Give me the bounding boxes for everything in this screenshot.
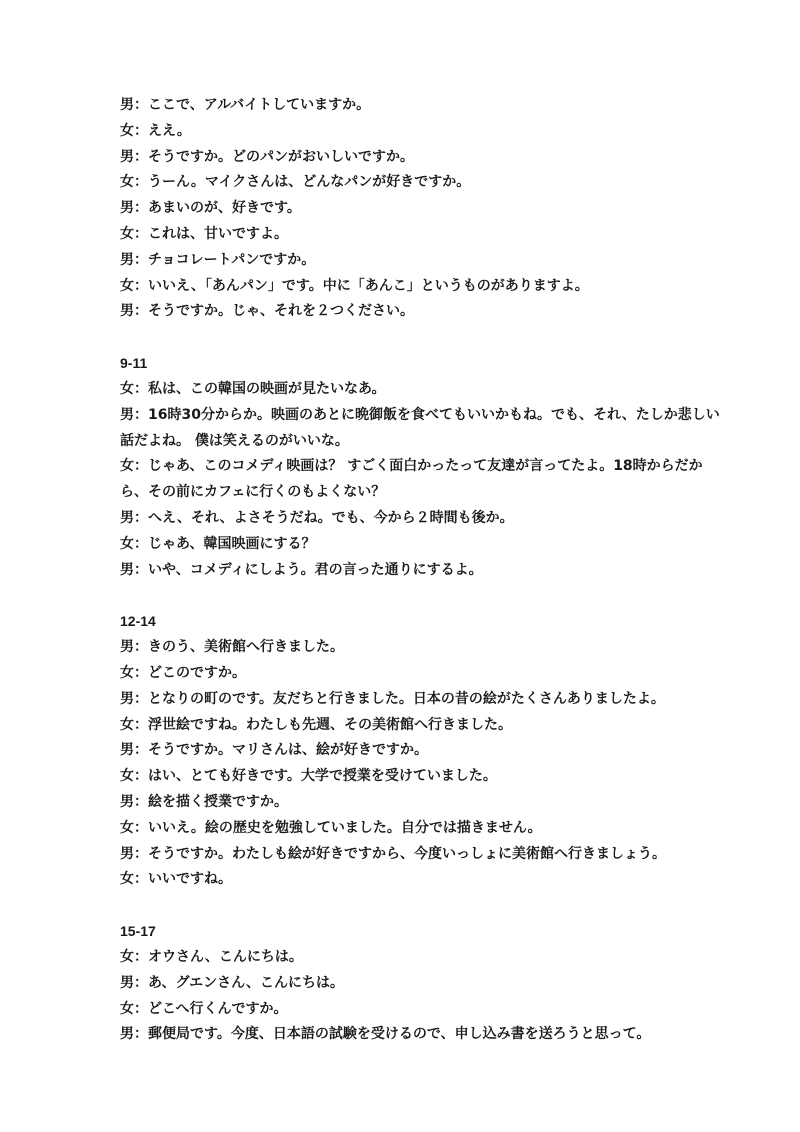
dialogue-line: 男：そうですか。わたしも絵が好きですから、今度いっしょに美術館へ行きましょう。 [120, 845, 666, 862]
dialogue-line: 女：じゃあ、韓国映画にする？ [120, 535, 316, 552]
dialogue-line: 男：きのう、美術館へ行きました。 [120, 639, 344, 656]
dialogue-line: 女：いいえ。絵の歴史を勉強していました。自分では描きません。 [120, 819, 542, 836]
dialogue-line: 男：へえ、それ、よさそうだね。でも、今から２時間も後か。 [120, 509, 514, 526]
dialogue-line: 女：私は、この韓国の映画が見たいなあ。 [120, 380, 386, 397]
dialogue-line: 男：いや、コメディにしよう。君の言った通りにするよ。 [120, 561, 483, 578]
section-heading: 15-17 [120, 923, 156, 940]
dialogue-line: 男：郵便局です。今度、日本語の試験を受けるので、申し込み書を送ろうと思って。 [120, 1026, 651, 1043]
dialogue-line: 女：どこのですか。 [120, 664, 246, 681]
dialogue-line: 女：はい、とても好きです。大学で授業を受けていました。 [120, 768, 497, 785]
dialogue-line: 男：絵を描く授業ですか。 [120, 793, 288, 810]
dialogue-line: 女：いいえ、「あんパン」です。中に「あんこ」というものがありますよ。 [120, 277, 589, 294]
dialogue-line: 女：オウさん、こんにちは。 [120, 948, 303, 965]
dialogue-line: 女：いいですね。 [120, 871, 232, 888]
dialogue-section [120, 919, 720, 1048]
dialogue-section [120, 609, 720, 893]
dialogue-line: 男：そうですか。どのパンがおいしいですか。 [120, 148, 414, 165]
dialogue-line: 男：あまいのが、好きです。 [120, 200, 301, 217]
transcript [120, 93, 720, 1048]
dialogue-line: 男：ここで、アルバイトしていますか。 [120, 97, 371, 113]
dialogue-line: 男：16時30分からか。映画のあとに晩御飯を食べてもいいかもね。でも、それ、たしか悲しい話だよね。 僕は笑えるのがいいな。 [120, 406, 720, 449]
dialogue-line: 男：そうですか。じゃ、それを２つください。 [120, 303, 414, 320]
dialogue-line: 女：どこへ行くんですか。 [120, 1000, 288, 1017]
dialogue-line: 女：じゃあ、このコメディ映画は？ すごく面白かったって友達が言ってたよ。18時からだから、その前にカフェに行くのもよくない？ [120, 458, 703, 501]
dialogue-section [120, 351, 720, 583]
section-heading: 9-11 [120, 355, 148, 372]
dialogue-line: 女：ええ。 [120, 122, 191, 139]
dialogue-section [120, 93, 720, 325]
dialogue-line: 男：そうですか。マリさんは、絵が好きですか。 [120, 742, 428, 759]
dialogue-line: 男：となりの町のです。友だちと行きました。日本の昔の絵がたくさんありましたよ。 [120, 690, 665, 707]
dialogue-line: 女：うーん。マイクさんは、どんなパンが好きですか。 [120, 174, 471, 191]
dialogue-line: 女：これは、甘いですよ。 [120, 225, 288, 242]
dialogue-line: 女：浮世絵ですね。わたしも先週、その美術館へ行きました。 [120, 716, 512, 733]
dialogue-line: 男：チョコレートパンですか。 [120, 251, 316, 268]
section-heading: 12-14 [120, 613, 156, 630]
dialogue-line: 男：あ、グエンさん、こんにちは。 [120, 974, 344, 991]
